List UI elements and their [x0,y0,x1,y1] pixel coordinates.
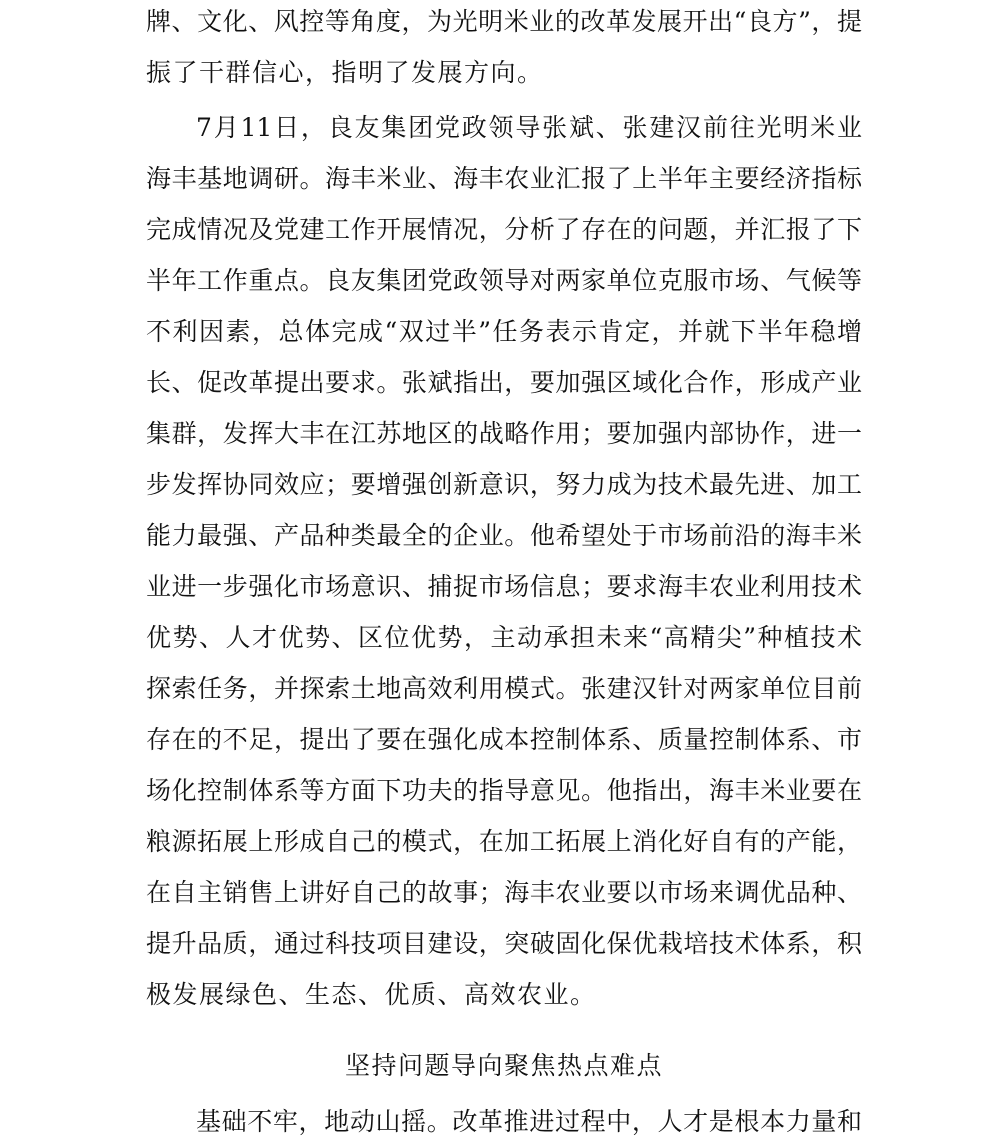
paragraph-line: 优势、人才优势、区位优势，主动承担未来“高精尖”种植技术 [146,623,862,652]
paragraph-line: 提升品质，通过科技项目建设，突破固化保优栽培技术体系，积 [146,929,862,958]
paragraph-line: 完成情况及党建工作开展情况，分析了存在的问题，并汇报了下 [146,215,862,244]
paragraph-line: 集群，发挥大丰在江苏地区的战略作用；要加强内部协作，进一 [146,419,862,448]
paragraph-line: 海丰基地调研。海丰米业、海丰农业汇报了上半年主要经济指标 [146,164,862,193]
paragraph-line: 步发挥协同效应；要增强创新意识，努力成为技术最先进、加工 [146,470,862,499]
paragraph-line: 存在的不足，提出了要在强化成本控制体系、质量控制体系、市 [146,725,862,754]
paragraph-line: 牌、文化、风控等角度，为光明米业的改革发展开出“良方”，提 [146,7,862,36]
paragraph-line: 不利因素，总体完成“双过半”任务表示肯定，并就下半年稳增 [146,317,862,346]
paragraph-line: 基础不牢，地动山摇。改革推进过程中，人才是根本力量和 [196,1107,862,1136]
paragraph-line: 7月11日，良友集团党政领导张斌、张建汉前往光明米业 [196,113,862,142]
paragraph-line: 半年工作重点。良友集团党政领导对两家单位克服市场、气候等 [146,266,862,295]
paragraph-line: 极发展绿色、生态、优质、高效农业。 [146,980,597,1009]
paragraph-line: 在自主销售上讲好自己的故事；海丰农业要以市场来调优品种、 [146,878,862,907]
paragraph-line: 振了干群信心，指明了发展方向。 [146,58,544,87]
paragraph-line: 粮源拓展上形成自己的模式，在加工拓展上消化好自有的产能， [146,827,862,856]
paragraph-line: 场化控制体系等方面下功夫的指导意见。他指出，海丰米业要在 [146,776,862,805]
paragraph-line: 长、促改革提出要求。张斌指出，要加强区域化合作，形成产业 [146,368,862,397]
paragraph-line: 探索任务，并探索土地高效利用模式。张建汉针对两家单位目前 [146,674,862,703]
section-heading: 坚持问题导向聚焦热点难点 [344,1051,663,1080]
paragraph-line: 业进一步强化市场意识、捕捉市场信息；要求海丰农业利用技术 [146,572,862,601]
paragraph-line: 能力最强、产品种类最全的企业。他希望处于市场前沿的海丰米 [146,521,862,550]
